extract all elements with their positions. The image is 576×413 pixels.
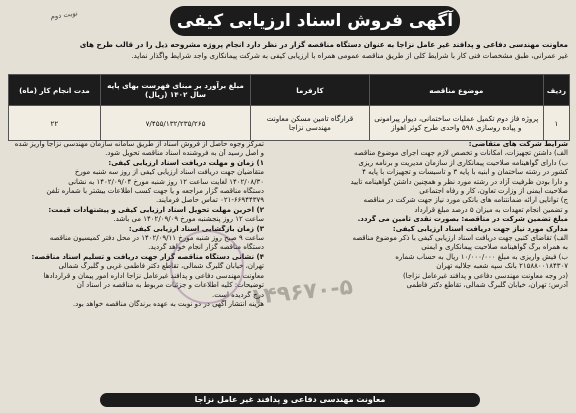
condition-line: ج) توانایی ارائه ضمانتنامه های بانکی مورد نیاز جهت شرکت در مناقصه bbox=[363, 196, 568, 205]
section3-line: دستگاه مناقصه گزار انجام خواهد گردید. bbox=[148, 243, 264, 252]
header-employer: کارفرما bbox=[251, 75, 369, 106]
banner-title: آگهی فروش اسناد ارزیابی کیفی bbox=[170, 6, 460, 36]
condition-line: مبلغ تضمین شرکت در مناقصه: بصورت نقدی تامین می گردد. bbox=[357, 215, 568, 224]
footer-title: معاونت مهندسی دفاعی و پدافند غیر عامل نزاجا bbox=[100, 393, 480, 407]
section3-title: ۳) زمان بازگشایی اسناد ارزیابی کیفی: bbox=[128, 224, 264, 233]
official-stamp bbox=[170, 230, 244, 304]
issue-stamp: نوبت دوم bbox=[49, 9, 79, 21]
conditions-column bbox=[274, 140, 568, 291]
table-row bbox=[9, 106, 570, 141]
section1-title: ۱) زمان و مهلت دریافت اسناد ارزیابی کیفی: bbox=[108, 158, 264, 167]
conditions-title: شرایط شرکت های متقاضی: bbox=[468, 140, 568, 148]
condition-line: صلاحیت ایمنی از وزارت تعاون، کار و رفاه اجتماعی bbox=[419, 187, 568, 196]
cell-index: ۱ bbox=[543, 106, 569, 141]
condition-line: آدرس: تهران، خیابان گلبرگ شمالی، تقاطع دکتر فاطمی bbox=[406, 281, 568, 290]
section4-line: توضیحات: کلیه اطلاعات و جزئیات مربوط به مناقصه در اسناد آن bbox=[76, 281, 264, 290]
section4-line: معاونت مهندسی دفاعی و پدافند غیرعامل نزاجا اداره امور پیمان و قراردادها bbox=[43, 271, 264, 280]
condition-line: ۲۱۵۸۸۰۰۱۸۴۳۰۷ بانک سپه شعبه جلالیه تهران bbox=[436, 262, 568, 271]
section1-line: ۱۴۰۲/۰۸/۳۰ لغایت ساعت ۱۲ روز شنبه مورخ ۱۴۰۲/۰۹/۰۴ به نشانی bbox=[68, 177, 264, 186]
intro-line: تمرکز وجوه حاصل از فروش اسناد از طریق سامانه سازمان مهندسی نزاجا واریز شده bbox=[14, 140, 264, 148]
cell-employer: قرارگاه تامین مسکن معاونت مهندسی نزاجا bbox=[251, 106, 369, 141]
header-line-1: معاونت مهندسی دفاعی و پدافند غیر عامل نزاجا به عنوان دستگاه مناقصه گزار در نظر دارد انجام پروژه مشروحه ذیل را در قالب طرح های bbox=[79, 40, 568, 49]
header-index: ردیف bbox=[543, 75, 569, 106]
section4-line: تهران، خیابان گلبرگ شمالی، تقاطع دکتر فاطمی غربی و گلبرگ شمالی bbox=[58, 262, 264, 271]
condition-line: به همراه برگ گواهینامه صلاحیت پیمانکاری و ایمنی bbox=[421, 243, 568, 252]
condition-line: و تضمین انجام تعهدات به میزان ۵ درصد مبلغ قرارداد bbox=[414, 205, 568, 214]
section1-line: دستگاه مناقصه گزار مراجعه و یا جهت کسب اطلاعات بیشتر با شماره تلفن bbox=[46, 187, 264, 196]
cell-budget: ۷/۴۵۵/۱۳۲/۲۳۵/۲۶۵ bbox=[100, 106, 250, 141]
condition-line: ب) فیش واریزی به مبلغ ۱۰/۰۰۰/۰۰۰ ریال به حساب شماره bbox=[395, 252, 568, 261]
section1-line: متقاضیان جهت دریافت اسناد ارزیابی کیفی از روز سه شنبه مورخ bbox=[74, 168, 264, 177]
section4-line: هزینه انتشار آگهی در دو نوبت به عهده برندگان مناقصه خواهد بود. bbox=[72, 299, 264, 308]
section4-line: درج گردیده است. bbox=[212, 290, 264, 299]
table-header-row bbox=[9, 75, 570, 106]
condition-line: ب) دارای گواهینامه صلاحیت پیمانکاری از سازمان مدیریت و برنامه ریزی bbox=[358, 158, 568, 167]
intro-line: و اصل رسید آن به فروشنده اسناد مناقصه تحویل شود. bbox=[105, 149, 264, 158]
condition-line: مدارک مورد نیاز جهت دریافت اسناد ارزیابی کیفی: bbox=[392, 224, 568, 233]
header-duration: مدت انجام کار (ماه) bbox=[9, 75, 101, 106]
handwritten-number: ۱۴۹۶۷۰-۵ bbox=[248, 274, 355, 311]
section4-title: ۴) نشانی دستگاه مناقصه گزار جهت دریافت و تسلیم اسناد مناقصه: bbox=[31, 252, 264, 261]
cell-duration: ۲۲ bbox=[9, 106, 101, 141]
section2-line: ساعت ۱۲ روز پنجشنبه مورخ ۱۴۰۲/۰۹/۰۹ می باشد. bbox=[113, 215, 264, 224]
header-line-2: غیر عمرانی، طبق مشخصات فنی کار با شرایط کلی از طریق مناقصه عمومی همراه با ارزیابی کیفی به شرکت پیمانکاری واجد شرایط واگذار نماید. bbox=[131, 51, 568, 60]
cell-subject: پروژه فاز دوم تکمیل عملیات ساختمانی، دیوار پیرامونی و پیاده روسازی ۵۹۸ واحدی طرح کوثر اهواز bbox=[369, 106, 543, 141]
condition-line: (در وجه معاونت مهندسی دفاعی و پدافند غیرعامل نزاجا) bbox=[402, 271, 568, 280]
section2-title: ۲) آخرین مهلت تحویل اسناد ارزیابی کیفی و پیشنهادات قیمت: bbox=[48, 205, 264, 214]
condition-line: الف) تقاضای کتبی جهت دریافت اسناد ارزیابی کیفی با ذکر موضوع مناقصه bbox=[352, 234, 568, 243]
section1-line: ۰۲۱-۶۶۹۴۴۳۷۹ تماس حاصل فرمایند. bbox=[156, 196, 264, 205]
header-budget: مبلغ برآورد بر مبنای فهرست بهای پایه سال ۱۴۰۲ (ریال) bbox=[100, 75, 250, 106]
tender-table bbox=[8, 74, 570, 141]
condition-line: الف) داشتن تجهیزات، امکانات و تخصص لازم جهت اجرای موضوع مناقصه bbox=[354, 149, 568, 158]
section3-line: ساعت ۹ صبح روز شنبه مورخ ۱۴۰۲/۰۹/۱۱ در محل دفتر کمیسیون مناقصه bbox=[49, 234, 264, 243]
header-subject: موضوع مناقصه bbox=[369, 75, 543, 106]
condition-line: و دارا بودن ظرفیت آزاد در رشته مورد نظر و همچنین داشتن گواهینامه تایید bbox=[350, 177, 568, 186]
condition-line: کشور در رشته ساختمان و ابنیه با پایه ۳ و تاسیسات و تجهیزات با پایه ۴ bbox=[362, 168, 568, 177]
